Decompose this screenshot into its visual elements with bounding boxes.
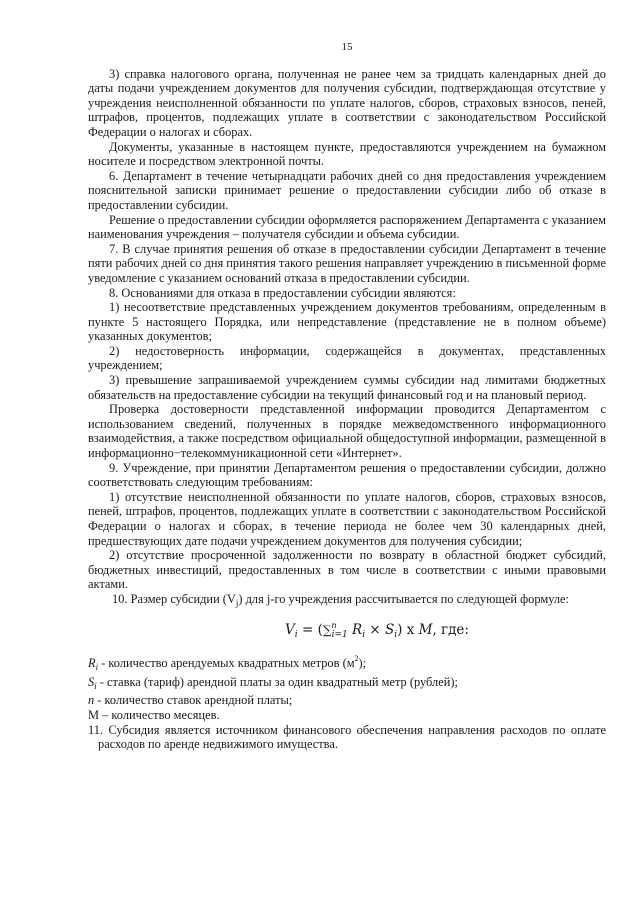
formula-r-sub: i [362, 629, 366, 640]
definition-m [88, 708, 606, 723]
definition-s [88, 675, 606, 694]
paragraph-11: 11. Субсидия является источником финансового обеспечения направления расходов по оплате расходов по аренде недвижимого имущества. [88, 722, 606, 752]
def-after: ); [358, 656, 367, 671]
paragraph: Проверка достоверности представленной информации проводится Департаментом с использованием сведений, полученных в порядке межведомственного информационного взаимодействия, а также посредством официальной общедоступной информации, размещенной в информационно−телекоммуникационной сети «Интернет». [88, 402, 606, 461]
definition-n [88, 693, 606, 708]
formula-sum-upper: n [331, 620, 337, 630]
def-subscript: i [95, 662, 99, 673]
p10-tail: ) для j-го учреждения рассчитывается по следующей формуле: [238, 591, 569, 606]
p10-subscript: j [235, 597, 239, 608]
p10-text: 10. Размер субсидии (V [112, 591, 236, 606]
subsidy-formula [148, 619, 606, 643]
paragraph: 3) справка налогового органа, полученная не ранее чем за тридцать календарных дней до даты подачи учреждением документов для получения субсидии, подтверждающая отсутствие у учреждения неисполненной обязанности по уплате налогов, сборов, страховых взносов, пеней, штрафов, процентов, подлежащих уплате в соответствии с законодательством Российской Федерации о налогах и сборах. [88, 66, 606, 139]
formula-lhs: V [285, 621, 295, 638]
def-text: М – количество месяцев. [88, 707, 220, 722]
page-number: 15 [341, 41, 353, 53]
def-subscript: i [94, 680, 97, 691]
def-symbol: n [88, 693, 95, 708]
paragraph: Документы, указанные в настоящем пункте, предоставляются учреждением на бумажном носителе и посредством электронной почты. [88, 139, 606, 169]
paragraph: 9. Учреждение, при принятии Департаментом решения о предоставлении субсидии, должно соответствовать следующим требованиям: [88, 460, 606, 490]
formula-lhs-sub: i [294, 629, 298, 640]
formula-eq: = ( [297, 621, 323, 638]
paragraph-10 [88, 592, 606, 611]
paragraph: 2) отсутствие просроченной задолженности по возврату в областной бюджет субсидий, бюджетных инвестиций, предоставленных в том числе в соответствии с иными правовыми актами. [88, 548, 606, 592]
paragraph: 6. Департамент в течение четырнадцати рабочих дней со дня предоставления учреждением пояснительной записки принимает решение о предоставлении субсидии либо об отказе в предоставлении субсидии. [88, 168, 606, 212]
paragraph: 3) превышение запрашиваемой учреждением суммы субсидии над лимитами бюджетных обязательств на предоставление субсидии на текущий финансовый год и на плановый период. [88, 373, 606, 402]
paragraph: 2) недостоверность информации, содержащейся в документах, представленных учреждением; [88, 343, 606, 373]
def-symbol: R [88, 656, 96, 671]
formula-sum: ∑ [322, 622, 332, 637]
paragraph: 1) отсутствие неисполненной обязанности по уплате налогов, сборов, страховых взносов, пеней, штрафов, процентов, подлежащих уплате в соответствии с законодательством Российской Федерации о налогах и сборах, в течение периода не более чем 30 календарных дней, предшествующих дате подачи учреждением документов для получения субсидии; [88, 489, 606, 548]
paragraph: 8. Основаниями для отказа в предоставлении субсидии являются: [109, 285, 456, 300]
formula-end: , где: [432, 621, 469, 638]
paragraph: 7. В случае принятия решения об отказе в предоставлении субсидии Департамент в течение пяти рабочих дней со дня принятия такого решения направляет учреждению в письменной форме уведомление с указанием оснований отказа в предоставлении субсидии. [88, 241, 606, 285]
def-symbol: S [88, 674, 95, 689]
formula-m: M [418, 621, 433, 638]
paragraph: 1) несоответствие представленных учреждением документов требованиям, определенным в пункте 5 настоящего Порядка, или непредставление (представление не в полном объеме) указанных документов; [88, 300, 606, 344]
def-text: - ставка (тариф) арендной платы за один квадратный метр (рублей); [96, 674, 458, 689]
def-text: - количество арендуемых квадратных метров (м [98, 656, 355, 671]
definition-r [88, 652, 606, 675]
formula-s: S [385, 621, 395, 638]
formula-s-sub: i [394, 629, 398, 640]
paragraph: Решение о предоставлении субсидии оформляется распоряжением Департамента с указанием наименования учреждения – получателя субсидии и объема субсидии. [88, 212, 606, 242]
def-superscript: 2 [354, 654, 359, 664]
formula-sum-range: i=1 [331, 629, 348, 640]
formula-r: R [347, 621, 363, 638]
formula-tail: ) x [397, 621, 419, 638]
formula-times: × [365, 621, 385, 638]
def-text: - количество ставок арендной платы; [94, 693, 293, 708]
